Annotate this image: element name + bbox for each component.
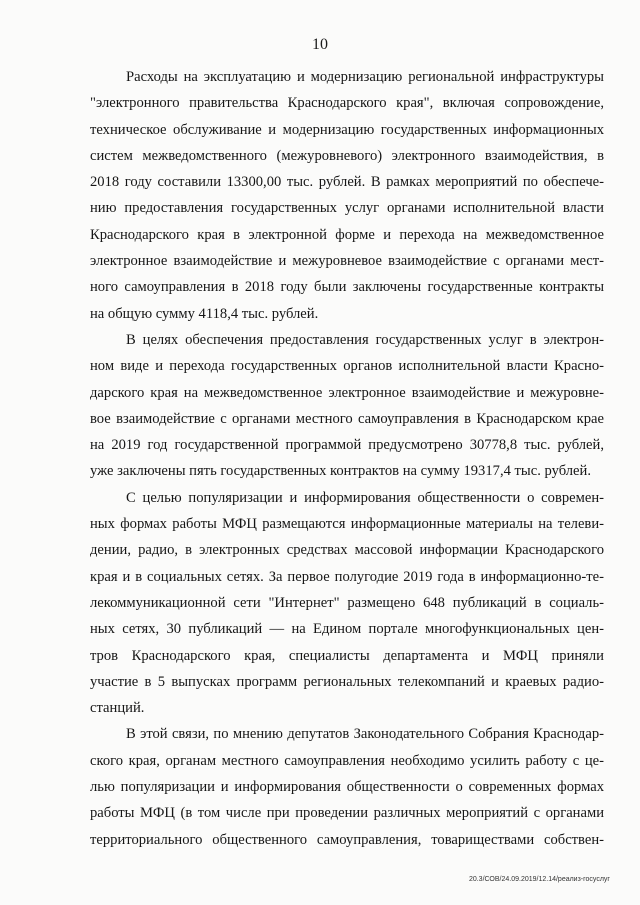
paragraph-program-2019 bbox=[90, 327, 604, 485]
text-line: работы МФЦ (в том числе при проведении различных мероприятий с органами bbox=[90, 805, 604, 822]
text-line: лью популяризации и информирования общественности о современных формах bbox=[90, 779, 604, 796]
text-line: станций. bbox=[90, 700, 145, 717]
text-line: дарского края на межведомственное электронное взаимодействие и межуровне- bbox=[90, 384, 604, 401]
text-line: ных сетях, 30 публикаций — на Едином портале многофункциональных цен- bbox=[90, 621, 604, 638]
text-line: В этой связи, по мнению депутатов Законодательного Собрания Краснодар- bbox=[126, 726, 604, 743]
text-line: систем межведомственного (межуровневого) электронного взаимодействия, в bbox=[90, 147, 604, 164]
text-line: участие в 5 выпусках программ региональных телекомпаний и краевых радио- bbox=[90, 673, 604, 690]
text-line: уже заключены пять государственных контрактов на сумму 19317,4 тыс. рублей. bbox=[90, 463, 591, 480]
text-line: территориального общественного самоуправления, товариществами собствен- bbox=[90, 831, 604, 848]
text-line: лекоммуникационной сети "Интернет" размещено 648 публикаций в социаль- bbox=[90, 594, 604, 611]
paragraph-infrastructure-expenses bbox=[90, 64, 604, 327]
text-line: на общую сумму 4118,4 тыс. рублей. bbox=[90, 305, 319, 322]
paragraph-deputies-opinion bbox=[90, 721, 604, 852]
text-line: вое взаимодействие с органами местного самоуправления в Краснодарском крае bbox=[90, 410, 604, 427]
paragraph-mfc-popularization bbox=[90, 485, 604, 722]
text-line: Расходы на эксплуатацию и модернизацию региональной инфраструктуры bbox=[126, 69, 604, 85]
page-number: 10 bbox=[312, 36, 328, 53]
text-line: ского края, органам местного самоуправления необходимо усилить работу с це- bbox=[90, 752, 604, 769]
text-line: ного самоуправления в 2018 году были заключены государственные контракты bbox=[90, 279, 604, 296]
text-line: электронное взаимодействие и межуровневое взаимодействие с органами мест- bbox=[90, 253, 604, 270]
text-line: ном виде и перехода государственных органов исполнительной власти Красно- bbox=[90, 358, 604, 375]
text-line: края и в социальных сетях. За первое полугодие 2019 года в информационно-те- bbox=[90, 568, 604, 585]
text-line: 2018 году составили 13300,00 тыс. рублей. В рамках мероприятий по обеспече- bbox=[90, 174, 604, 191]
text-line: дении, радио, в электронных средствах массовой информации Краснодарского bbox=[90, 542, 604, 559]
document-body bbox=[90, 64, 604, 853]
text-line: ных формах работы МФЦ размещаются информационные материалы на телеви- bbox=[90, 516, 604, 533]
text-line: тров Краснодарского края, специалисты департамента и МФЦ приняли bbox=[90, 647, 604, 664]
text-line: В целях обеспечения предоставления государственных услуг в электрон- bbox=[126, 331, 604, 348]
text-line: Краснодарского края в электронной форме и перехода на межведомственное bbox=[90, 226, 604, 243]
text-line: на 2019 год государственной программой предусмотрено 30778,8 тыс. рублей, bbox=[90, 437, 604, 454]
text-line: "электронного правительства Краснодарского края", включая сопровождение, bbox=[90, 95, 604, 112]
footer-document-code: 20.3/СОВ/24.09.2019/12.14/реализ-госуслуг bbox=[468, 876, 610, 883]
text-line: техническое обслуживание и модернизацию государственных информационных bbox=[90, 121, 604, 138]
text-line: С целью популяризации и информирования общественности о современ- bbox=[126, 489, 604, 506]
text-line: нию предоставления государственных услуг органами исполнительной власти bbox=[90, 200, 604, 217]
